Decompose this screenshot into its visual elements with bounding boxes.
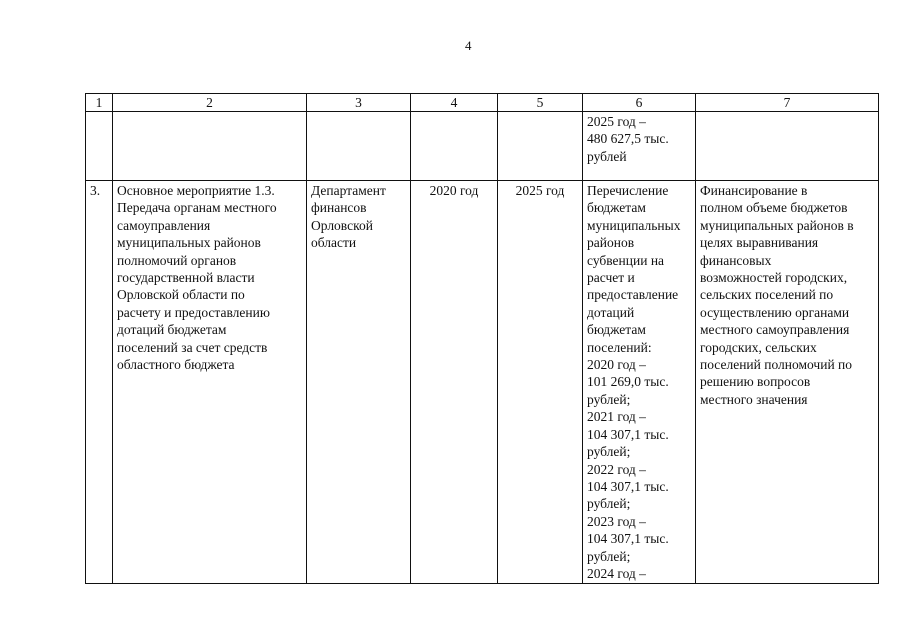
text-line: муниципальных (587, 217, 681, 233)
column-header: 2 (113, 94, 307, 112)
text-line: предоставление (587, 287, 679, 303)
text-line: 480 627,5 тыс. (587, 131, 669, 147)
text-line: области (311, 235, 357, 251)
table-cell (113, 112, 307, 181)
text-line: рублей (587, 148, 627, 164)
text-line: рублей; (587, 391, 631, 407)
table-cell (307, 112, 411, 181)
text-line: 104 307,1 тыс. (587, 478, 669, 494)
text-line: 2020 год – (587, 357, 646, 373)
text-line: возможностей городских, (700, 270, 848, 286)
table-cell (86, 112, 113, 181)
text-line: 2021 год – (587, 409, 646, 425)
column-header: 3 (307, 94, 411, 112)
text-line: муниципальных районов (117, 235, 261, 251)
text-line: районов (587, 235, 635, 251)
text-line: рублей; (587, 496, 631, 512)
text-line: расчет и (587, 270, 635, 286)
text-line: местного значения (700, 391, 808, 407)
text-line: финансовых (700, 252, 772, 268)
column-header: 4 (411, 94, 498, 112)
text-line: Передача органам местного (117, 200, 277, 216)
table-cell (411, 112, 498, 181)
text-line: сельских поселений по (700, 287, 834, 303)
text-line: полном объеме бюджетов (700, 200, 848, 216)
text-line: поселений полномочий по (700, 357, 853, 373)
text-line: поселений за счет средств (117, 339, 268, 355)
text-line: 104 307,1 тыс. (587, 531, 669, 547)
text-line: местного самоуправления (700, 322, 850, 338)
activity-name-cell (113, 181, 307, 584)
text-line: Департамент (311, 183, 386, 198)
text-line: 104 307,1 тыс. (587, 426, 669, 442)
text-line: финансов (311, 200, 367, 216)
column-header: 5 (498, 94, 583, 112)
text-line: Финансирование в (700, 183, 808, 198)
page-number: 4 (465, 38, 472, 53)
text-line: Орловской (311, 217, 373, 233)
text-line: Основное мероприятие 1.3. (117, 183, 275, 198)
column-header: 1 (86, 94, 113, 112)
column-header: 6 (583, 94, 696, 112)
text-line: осуществлению органами (700, 304, 850, 320)
text-line: поселений: (587, 339, 652, 355)
text-line: рублей; (587, 548, 631, 564)
text-line: муниципальных районов в (700, 217, 854, 233)
row-number-cell: 3. (86, 181, 113, 584)
text-line: расчету и предоставлению (117, 304, 270, 320)
text-line: решению вопросов (700, 374, 811, 390)
activities-table (85, 93, 879, 584)
text-line: бюджетам (587, 200, 646, 216)
continued-row (86, 112, 879, 181)
text-line: 2023 год – (587, 513, 646, 529)
text-line: 2022 год – (587, 461, 646, 477)
text-line: государственной власти (117, 270, 255, 286)
text-line: Орловской области по (117, 287, 245, 303)
start-year-cell: 2020 год (411, 181, 498, 584)
text-line: Перечисление (587, 183, 669, 198)
text-line: 2024 год – (587, 565, 646, 581)
text-line: дотаций (587, 304, 635, 320)
column-header: 7 (696, 94, 879, 112)
text-line: целях выравнивания (700, 235, 819, 251)
activity-row-3 (86, 181, 879, 584)
financing-continued-cell (583, 112, 696, 181)
executor-cell (307, 181, 411, 584)
text-line: городских, сельских (700, 339, 817, 355)
text-line: 101 269,0 тыс. (587, 374, 669, 390)
table-cell (498, 112, 583, 181)
text-line: областного бюджета (117, 357, 235, 373)
text-line: рублей; (587, 444, 631, 460)
text-line: субвенции на (587, 252, 665, 268)
text-line: самоуправления (117, 217, 211, 233)
column-number-row (86, 94, 879, 112)
expected-result-cell (583, 181, 696, 584)
text-line: полномочий органов (117, 252, 237, 268)
text-line: бюджетам (587, 322, 646, 338)
effect-cell (696, 181, 879, 584)
text-line: 2025 год – (587, 114, 646, 129)
end-year-cell: 2025 год (498, 181, 583, 584)
text-line: дотаций бюджетам (117, 322, 227, 338)
table-cell (696, 112, 879, 181)
